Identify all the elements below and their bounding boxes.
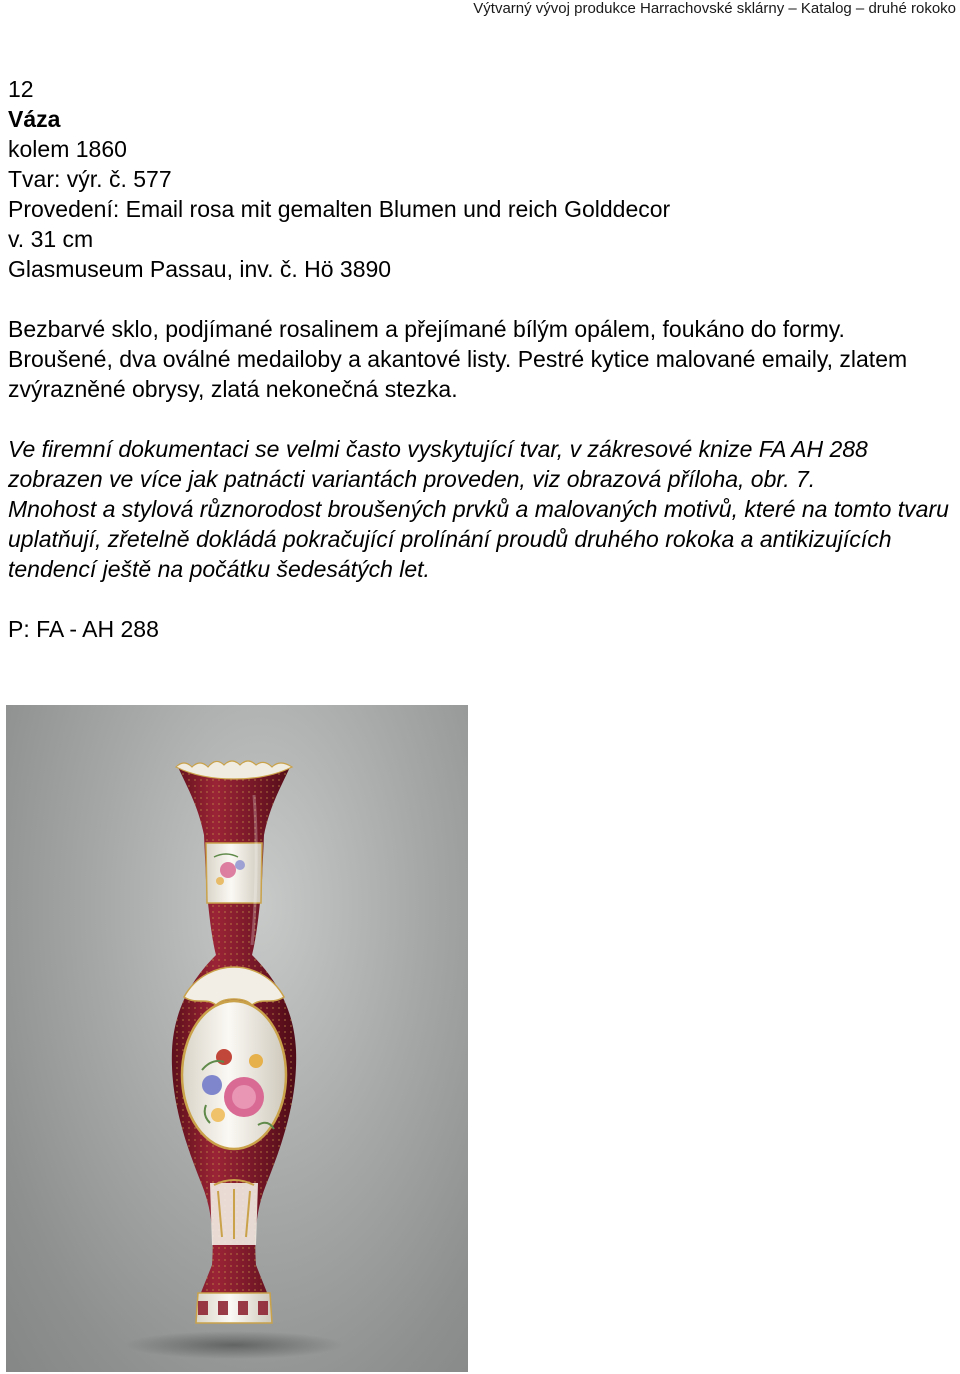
entry-title: Váza [8,106,61,132]
entry-commentary-1: Ve firemní dokumentaci se velmi často vyskytující tvar, v zákresové knize FA AH 288 zobrazen ve více jak patnácti variantách proveden, viz obrazová příloha, obr. 7. [8,436,868,492]
catalog-entry [8,74,953,644]
entry-description: Bezbarvé sklo, podjímané rosalinem a přejímané bílým opálem, foukáno do formy. Broušené, dva oválné medailoby a akantové listy. Pestré kytice malované emaily, zlatem zvýrazněné obrysy, zlatá nekonečná stezka. [8,316,908,402]
entry-source: P: FA - AH 288 [8,616,159,642]
entry-height: v. 31 cm [8,226,94,252]
entry-commentary-2: Mnohost a stylová různorodost broušených prvků a malovaných motivů, které na tomto tvaru uplatňují, zřetelně dokládá pokračující prolínání proudů druhého rokoka a antikizujících tendencí ještě na počátku šedesátých let. [8,496,949,582]
entry-collection: Glasmuseum Passau, inv. č. Hö 3890 [8,256,392,282]
entry-number: 12 [8,76,34,102]
entry-execution: Provedení: Email rosa mit gemalten Blumen und reich Golddecor [8,196,671,222]
entry-date: kolem 1860 [8,136,127,162]
entry-shape: Tvar: výr. č. 577 [8,166,172,192]
running-header: Výtvarný vývoj produkce Harrachovské sklárny – Katalog – druhé rokoko [473,0,956,17]
vase-photo [6,705,468,1372]
